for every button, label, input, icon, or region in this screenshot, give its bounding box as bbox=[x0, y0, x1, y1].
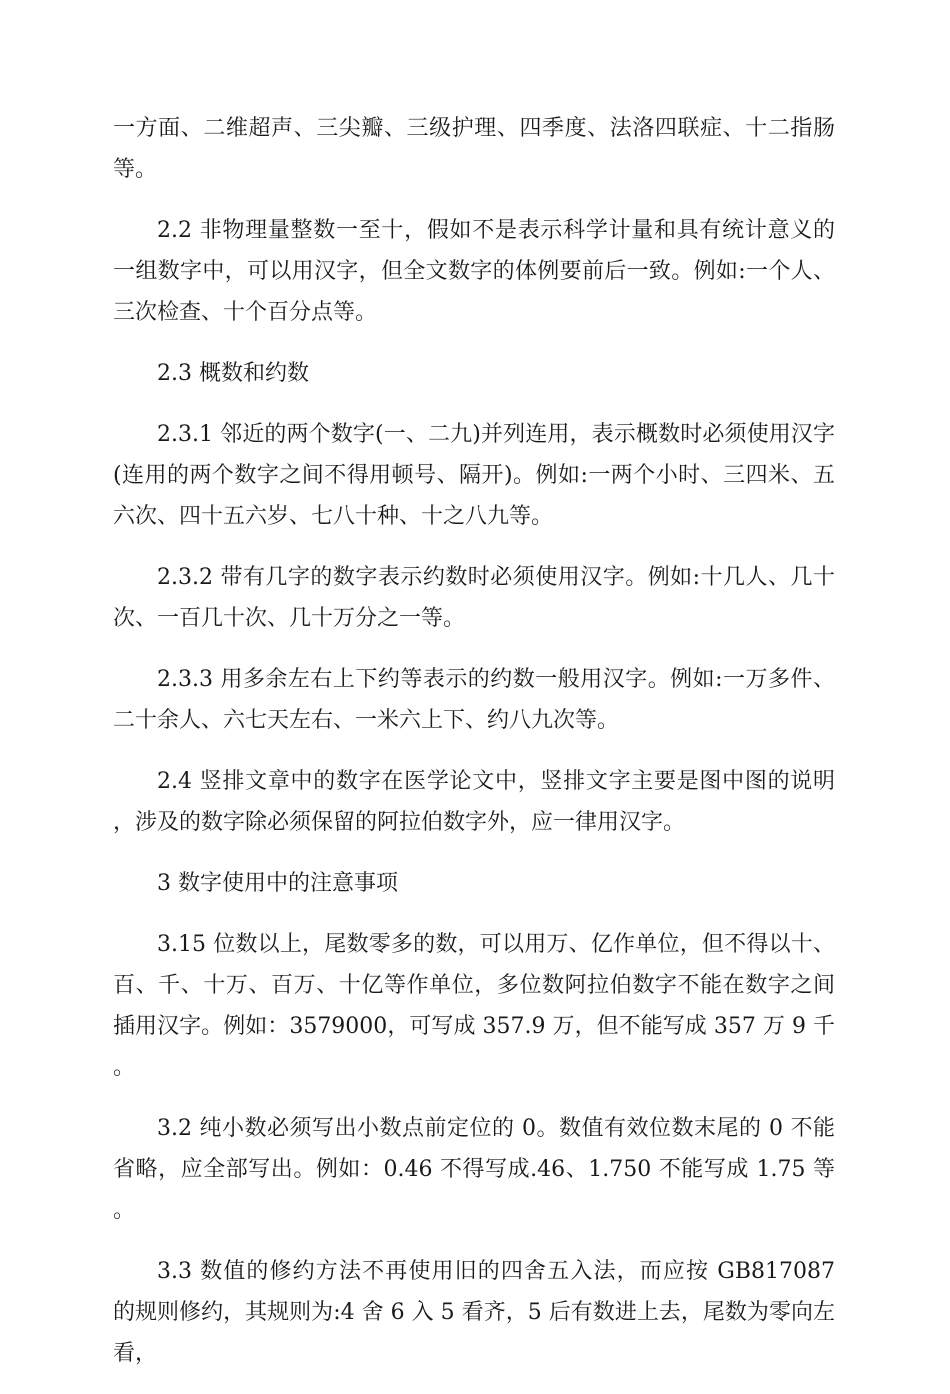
paragraph-2-2: 2.2 非物理量整数一至十，假如不是表示科学计量和具有统计意义的一组数字中，可以用汉字，但全文数字的体例要前后一致。例如:一个人、三次检查、十个百分点等。 bbox=[113, 218, 835, 325]
paragraph-numbers-examples: 一方面、二维超声、三尖瓣、三级护理、四季度、法洛四联症、十二指肠等。 bbox=[113, 116, 835, 182]
paragraph-2-3-2: 2.3.2 带有几字的数字表示约数时必须使用汉字。例如:十几人、几十次、一百几十次、几十万分之一等。 bbox=[113, 565, 835, 631]
paragraph-3-2: 3.2 纯小数必须写出小数点前定位的 0。数值有效位数末尾的 0 不能省略，应全部写出。例如：0.46 不得写成.46、1.750 不能写成 1.75 等。 bbox=[113, 1116, 835, 1223]
paragraph-3-3: 3.3 数值的修约方法不再使用旧的四舍五入法，而应按 GB817087 的规则修约，其规则为:4 舍 6 入 5 看齐，5 后有数进上去，尾数为零向左看， bbox=[113, 1259, 835, 1366]
paragraph-2-4: 2.4 竖排文章中的数字在医学论文中，竖排文字主要是图中图的说明，涉及的数字除必须保留的阿拉伯数字外，应一律用汉字。 bbox=[113, 769, 835, 835]
document-body bbox=[113, 108, 835, 1394]
paragraph-3-1: 3.15 位数以上，尾数零多的数，可以用万、亿作单位，但不得以十、百、千、十万、百万、十亿等作单位，多位数阿拉伯数字不能在数字之间插用汉字。例如：3579000，可写成 357.9 万，但不能写成 357 万 9 千。 bbox=[113, 932, 835, 1080]
heading-2-3: 2.3 概数和约数 bbox=[157, 361, 309, 386]
heading-3: 3 数字使用中的注意事项 bbox=[157, 871, 398, 896]
paragraph-2-3-3: 2.3.3 用多余左右上下约等表示的约数一般用汉字。例如:一万多件、二十余人、六七天左右、一米六上下、约八九次等。 bbox=[113, 667, 835, 733]
paragraph-2-3-1: 2.3.1 邻近的两个数字(一、二九)并列连用，表示概数时必须使用汉字(连用的两个数字之间不得用顿号、隔开)。例如:一两个小时、三四米、五六次、四十五六岁、七八十种、十之八九等。 bbox=[113, 422, 835, 529]
